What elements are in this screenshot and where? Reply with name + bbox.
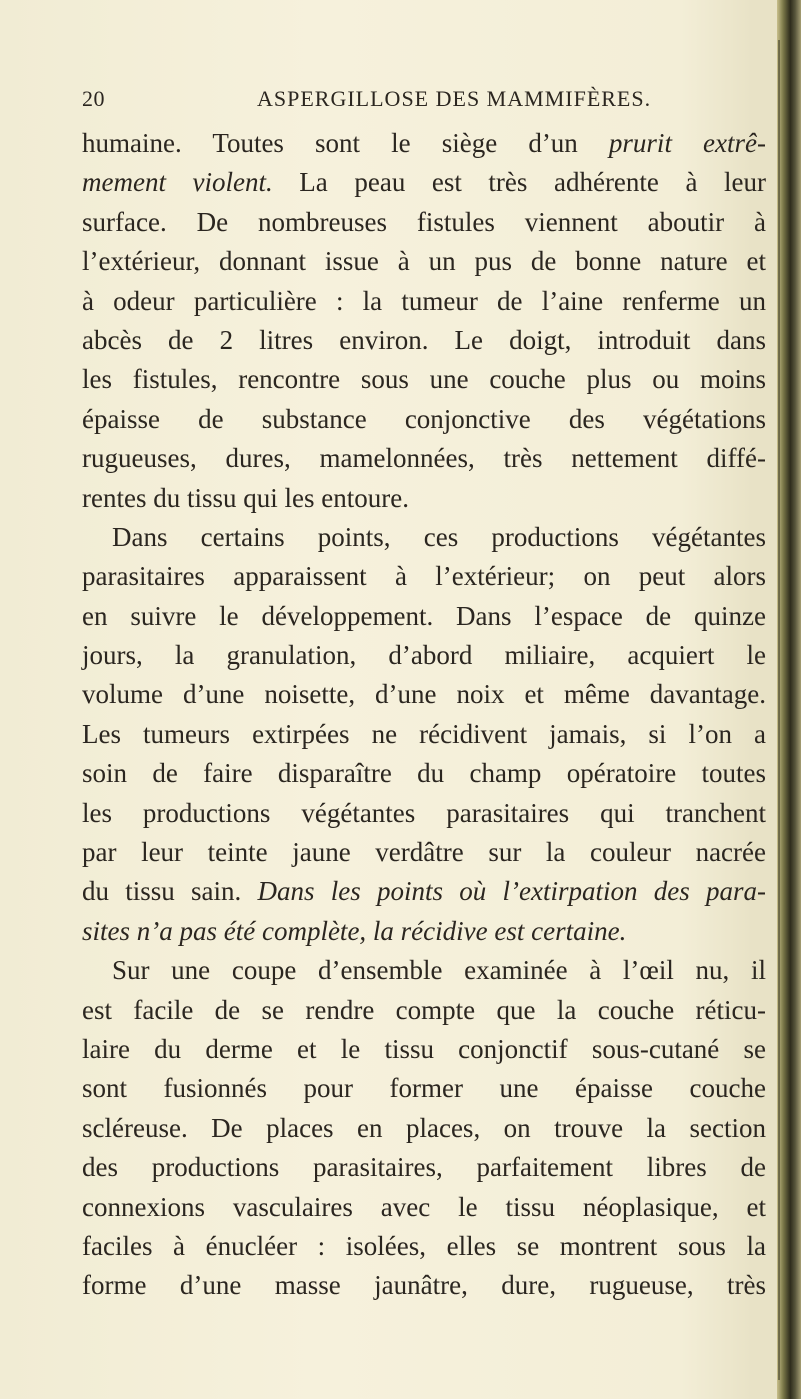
text-span: surface. De nombreuses fistules viennent aboutir à (82, 206, 766, 237)
text-line (82, 872, 766, 911)
text-line (82, 1109, 766, 1148)
text-span: scléreuse. De places en places, on trouve la section (82, 1112, 766, 1143)
text-span: faciles à énucléer : isolées, elles se montrent sous la (82, 1230, 766, 1261)
text-line (82, 951, 766, 990)
text-span: soin de faire disparaître du champ opératoire toutes (82, 758, 766, 789)
text-line (82, 1030, 766, 1069)
text-line (82, 833, 766, 872)
text-line (82, 794, 766, 833)
text-line (82, 1069, 766, 1108)
text-line (82, 1266, 766, 1305)
text-line (82, 675, 766, 714)
text-line (82, 1227, 766, 1266)
text-line (82, 912, 766, 951)
text-line (82, 360, 766, 399)
text-span: forme d’une masse jaunâtre, dure, rugueuse, très (82, 1270, 766, 1301)
page-header (82, 86, 762, 116)
text-span: humaine. Toutes sont le siège d’un (82, 128, 609, 158)
text-span: des productions parasitaires, parfaitement libres de (82, 1152, 766, 1183)
text-line (82, 518, 766, 557)
text-line (82, 400, 766, 439)
italic-text: mement violent. (82, 167, 273, 198)
text-span: est facile de se rendre compte que la couche réticu- (82, 994, 766, 1025)
text-line (82, 203, 766, 242)
text-span: Les tumeurs extirpées ne récidivent jamais, si l’on a (82, 718, 766, 749)
text-span: parasitaires apparaissent à l’extérieur; on peut alors (82, 561, 766, 592)
text-line (82, 479, 766, 518)
text-span: épaisse de substance conjonctive des végétations (82, 403, 766, 434)
text-span: rugueuses, dures, mamelonnées, très nettement diffé- (82, 443, 766, 474)
text-line (82, 636, 766, 675)
text-span: en suivre le développement. Dans l’espace de quinze (82, 600, 766, 631)
text-span: jours, la granulation, d’abord miliaire, acquiert le (82, 640, 766, 671)
text-line (82, 163, 766, 202)
text-span: volume d’une noisette, d’une noix et même davantage. (82, 679, 766, 710)
text-line (82, 439, 766, 478)
text-line (82, 597, 766, 636)
text-line (82, 124, 766, 163)
italic-text: Dans les points où l’extirpation des para- (257, 876, 766, 907)
text-span: sont fusionnés pour former une épaisse couche (82, 1073, 766, 1104)
text-span: par leur teinte jaune verdâtre sur la couleur nacrée (82, 837, 766, 868)
running-head: ASPERGILLOSE DES MAMMIFÈRES. (257, 86, 652, 111)
text-span: du tissu sain. (82, 876, 258, 907)
text-span: rentes du tissu qui les entoure. (82, 482, 409, 513)
text-span: l’extérieur, donnant issue à un pus de bonne nature et (82, 246, 766, 277)
text-span: connexions vasculaires avec le tissu néoplasique, et (82, 1191, 766, 1222)
text-line (82, 1148, 766, 1187)
page-number: 20 (82, 86, 105, 111)
text-span: Sur une coupe d’ensemble examinée à l’œil nu, il (112, 955, 766, 986)
text-line (82, 1188, 766, 1227)
text-line (82, 991, 766, 1030)
italic-text: prurit extrê- (608, 128, 766, 158)
text-span: abcès de 2 litres environ. Le doigt, introduit dans (82, 324, 766, 355)
text-span: laire du derme et le tissu conjonctif sous-cutané se (82, 1033, 766, 1064)
text-span: Dans certains points, ces productions végétantes (112, 521, 766, 552)
text-line (82, 557, 766, 596)
text-line (82, 321, 766, 360)
text-line (82, 242, 766, 281)
text-span: les fistules, rencontre sous une couche plus ou moins (82, 364, 766, 395)
text-span: La peau est très adhérente à leur (272, 167, 766, 198)
text-span: les productions végétantes parasitaires qui tranchent (82, 797, 766, 828)
text-line (82, 282, 766, 321)
text-line (82, 754, 766, 793)
italic-text: sites n’a pas été complète, la récidive est certaine. (82, 915, 627, 946)
page-edge-shadow (777, 0, 801, 1399)
text-line (82, 715, 766, 754)
page-edge-line (778, 40, 780, 1380)
body-text (82, 124, 766, 1306)
text-span: à odeur particulière : la tumeur de l’aine renferme un (82, 285, 766, 316)
